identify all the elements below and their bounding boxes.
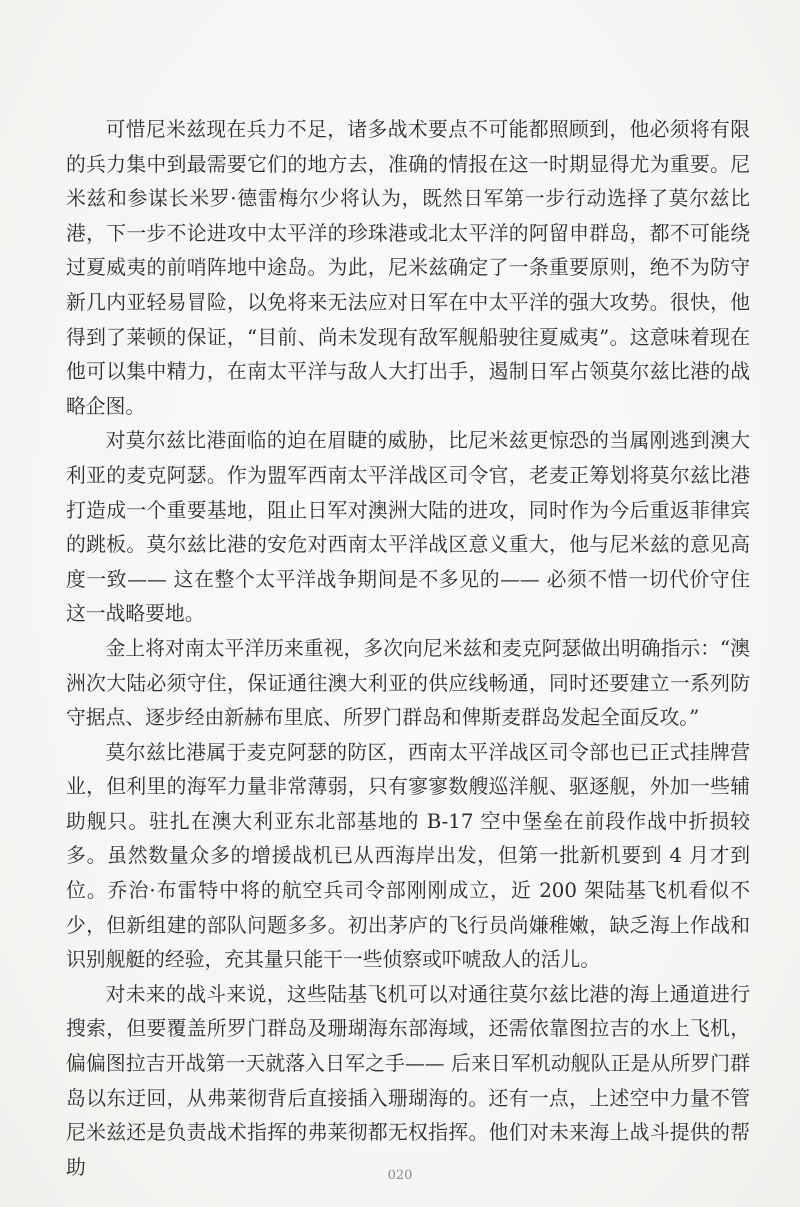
- paragraph: 金上将对南太平洋历来重视，多次向尼米兹和麦克阿瑟做出明确指示：“澳洲次大陆必须守住，保证通往澳大利亚的供应线畅通，同时还要建立一系列防守据点、逐步经由新赫布里底、所罗门群岛和俾斯麦群岛发起全面反攻。”: [66, 636, 750, 730]
- page-number: 020: [387, 1168, 413, 1183]
- body-text: [66, 113, 750, 1185]
- paragraph: 莫尔兹比港属于麦克阿瑟的防区，西南太平洋战区司令部也已正式挂牌营业，但利里的海军力量非常薄弱，只有寥寥数艘巡洋舰、驱逐舰，外加一些辅助舰只。驻扎在澳大利亚东北部基地的 B-17 空中堡垒在前段作战中折损较多。虽然数量众多的增援战机已从西海岸出发，但第一批新机要到 4 月才到位。乔治·布雷特中将的航空兵司令部刚刚成立，近 200 架陆基飞机看似不少，但新组建的部队问题多多。初出茅庐的飞行员尚嫌稚嫩，缺乏海上作战和识别舰艇的经验，充其量只能干一些侦察或吓唬敌人的活儿。: [66, 740, 750, 972]
- paragraph: 可惜尼米兹现在兵力不足，诸多战术要点不可能都照顾到，他必须将有限的兵力集中到最需要它们的地方去，准确的情报在这一时期显得尤为重要。尼米兹和参谋长米罗·德雷梅尔少将认为，既然日军第一步行动选择了莫尔兹比港，下一步不论进攻中太平洋的珍珠港或北太平洋的阿留申群岛，都不可能绕过夏威夷的前哨阵地中途岛。为此，尼米兹确定了一条重要原则，绝不为防守新几内亚轻易冒险，以免将来无法应对日军在中太平洋的强大攻势。很快，他得到了莱顿的保证，“目前、尚未发现有敌军舰船驶往夏威夷”。这意味着现在他可以集中精力，在南太平洋与敌人大打出手，遏制日军占领莫尔兹比港的战略企图。: [66, 118, 750, 418]
- paragraph: 对未来的战斗来说，这些陆基飞机可以对通往莫尔兹比港的海上通道进行搜索，但要覆盖所罗门群岛及珊瑚海东部海域，还需依靠图拉吉的水上飞机，偏偏图拉吉开战第一天就落入日军之手—— 后来日军机动舰队正是从所罗门群岛以东迂回，从弗莱彻背后直接插入珊瑚海的。还有一点，上述空中力量不管尼米兹还是负责战术指挥的弗莱彻都无权指挥。他们对未来海上战斗提供的帮助: [66, 982, 750, 1179]
- paragraph: 对莫尔兹比港面临的迫在眉睫的威胁，比尼米兹更惊恐的当属刚逃到澳大利亚的麦克阿瑟。作为盟军西南太平洋战区司令官，老麦正筹划将莫尔兹比港打造成一个重要基地，阻止日军对澳洲大陆的进攻，同时作为今后重返菲律宾的跳板。莫尔兹比港的安危对西南太平洋战区意义重大，他与尼米兹的意见高度一致—— 这在整个太平洋战争期间是不多见的—— 必须不惜一切代价守住这一战略要地。: [66, 429, 750, 626]
